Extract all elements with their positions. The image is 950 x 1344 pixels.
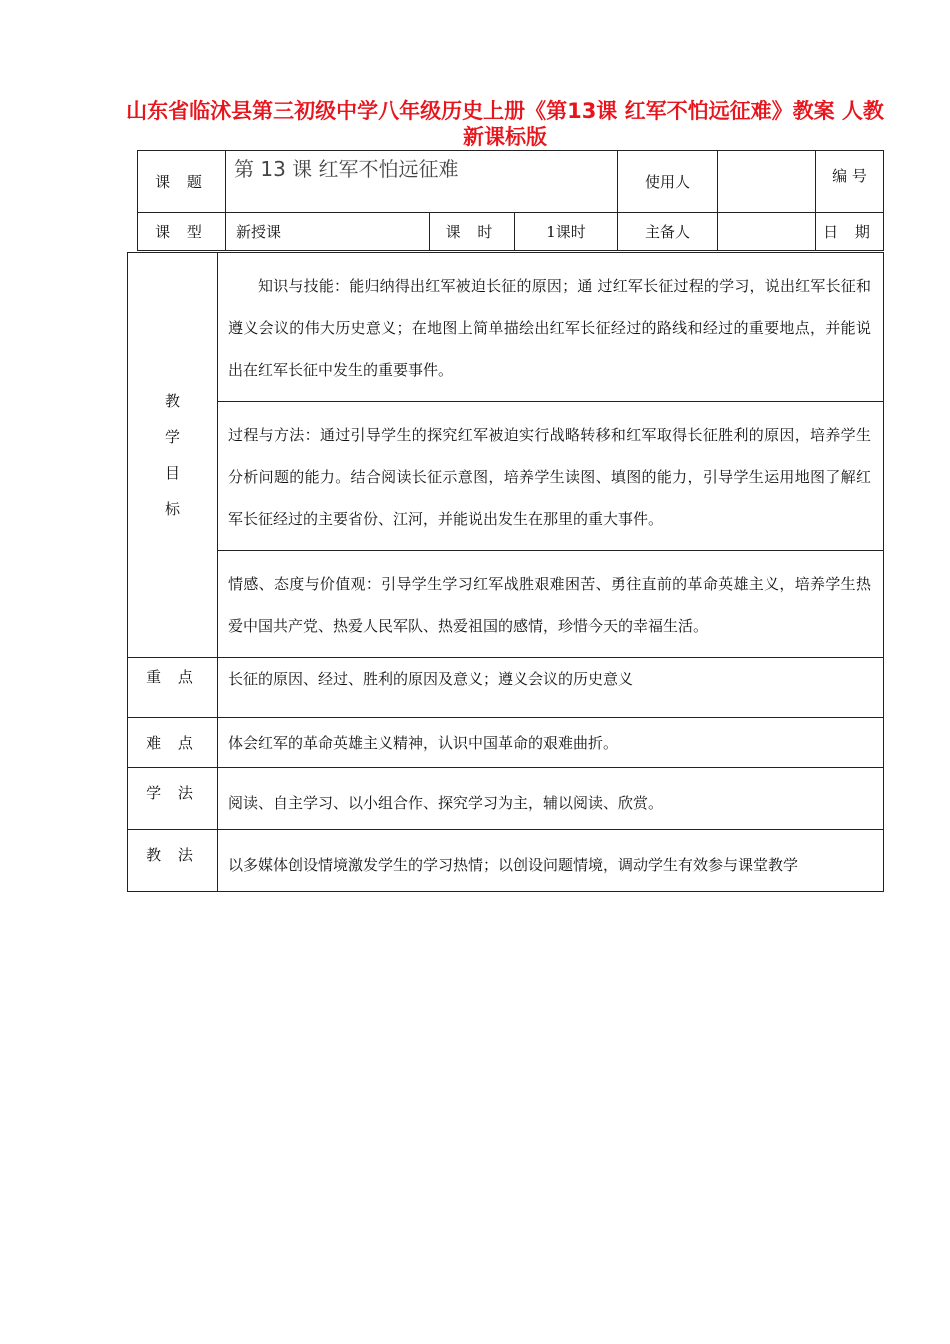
topic-label: 课 题: [138, 151, 226, 213]
type-label: 课 型: [138, 213, 226, 251]
key-points-value: 长征的原因、经过、胜利的原因及意义；遵义会议的历史意义: [218, 658, 884, 718]
number-label: [816, 151, 884, 213]
topic-value: 第 13 课 红军不怕远征难: [226, 151, 618, 213]
user-label: 使用人: [618, 151, 718, 213]
lesson-plan-table: [127, 252, 884, 892]
difficult-points-value: 体会红军的革命英雄主义精神，认识中国革命的艰难曲折。: [218, 718, 884, 768]
key-points-label: 重 点: [128, 658, 218, 718]
date-label: 日 期: [816, 213, 884, 251]
preparer-label: 主备人: [618, 213, 718, 251]
preparer-value: [718, 213, 816, 251]
lesson-header-table: [137, 150, 884, 251]
study-method-label: 学 法: [128, 768, 218, 830]
number-label-text: 编 号: [832, 167, 867, 185]
teaching-method-label: 教 法: [128, 830, 218, 892]
objectives-label-char: 学: [164, 428, 180, 446]
objectives-label-char: 教: [164, 392, 180, 410]
hours-label: 课 时: [430, 213, 515, 251]
teaching-method-value: 以多媒体创设情境激发学生的学习热情；以创设问题情境，调动学生有效参与课堂教学: [218, 830, 884, 892]
objective-process: 过程与方法：通过引导学生的探究红军被迫实行战略转移和红军取得长征胜利的原因，培养学生分析问题的能力。结合阅读长征示意图，培养学生读图、填图的能力，引导学生运用地图了解红军长征经过的主要省份、江河，并能说出发生在那里的重大事件。: [218, 402, 884, 551]
objective-knowledge: 知识与技能：能归纳得出红军被迫长征的原因；通 过红军长征过程的学习，说出红军长征和遵义会议的伟大历史意义；在地图上简单描绘出红军长征经过的路线和经过的重要地点，并能说出在红军长征中发生的重要事件。: [218, 253, 884, 402]
type-value: 新授课: [226, 213, 430, 251]
study-method-value: 阅读、自主学习、以小组合作、探究学习为主，辅以阅读、欣赏。: [218, 768, 884, 830]
objectives-label: [128, 253, 218, 658]
difficult-points-label: 难 点: [128, 718, 218, 768]
objective-emotion: 情感、态度与价值观：引导学生学习红军战胜艰难困苦、勇往直前的革命英雄主义，培养学生热爱中国共产党、热爱人民军队、热爱祖国的感情，珍惜今天的幸福生活。: [218, 551, 884, 658]
objectives-label-char: 目: [164, 464, 180, 482]
document-title: 山东省临沭县第三初级中学八年级历史上册《第13课 红军不怕远征难》教案 人教新课标版: [126, 99, 884, 149]
user-value: [718, 151, 816, 213]
objectives-label-char: 标: [164, 500, 180, 518]
hours-value: 1课时: [515, 213, 618, 251]
